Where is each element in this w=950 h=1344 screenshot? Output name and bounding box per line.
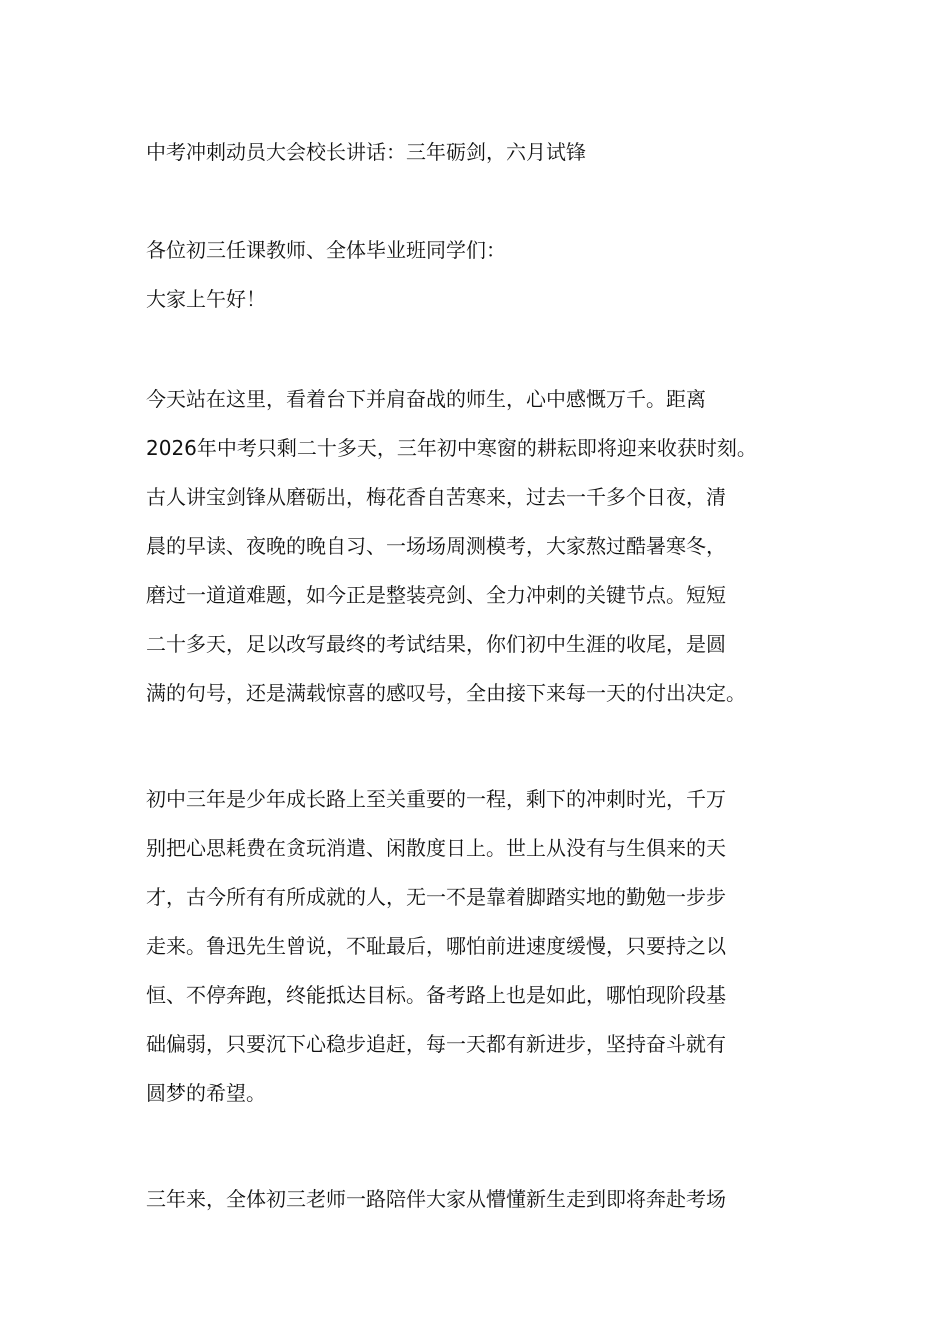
paragraph-line: 2026年中考只剩二十多天，三年初中寒窗的耕耘即将迎来收获时刻。: [146, 436, 757, 460]
paragraph-1: [146, 375, 826, 718]
paragraph-line: 二十多天，足以改写最终的考试结果，你们初中生涯的收尾，是圆: [146, 632, 726, 656]
paragraph-line: 磨过一道道难题，如今正是整装亮剑、全力冲刺的关键节点。短短: [146, 583, 726, 607]
paragraph-line: 满的句号，还是满载惊喜的感叹号，全由接下来每一天的付出决定。: [146, 681, 746, 705]
salutation: 各位初三任课教师、全体毕业班同学们：: [146, 238, 506, 262]
paragraph-line: 别把心思耗费在贪玩消遣、闲散度日上。世上从没有与生俱来的天: [146, 836, 726, 860]
greeting: 大家上午好！: [146, 287, 266, 311]
paragraph-line: 初中三年是少年成长路上至关重要的一程，剩下的冲刺时光，千万: [146, 787, 726, 811]
paragraph-line: 才，古今所有有所成就的人，无一不是靠着脚踏实地的勤勉一步步: [146, 885, 726, 909]
document-title: 中考冲刺动员大会校长讲话：三年砺剑，六月试锋: [146, 140, 586, 164]
paragraph-line: 古人讲宝剑锋从磨砺出，梅花香自苦寒来，过去一千多个日夜，清: [146, 485, 726, 509]
paragraph-line: 晨的早读、夜晚的晚自习、一场场周测模考，大家熬过酷暑寒冬，: [146, 534, 726, 558]
paragraph-line: 走来。鲁迅先生曾说，不耻最后，哪怕前进速度缓慢，只要持之以: [146, 934, 726, 958]
paragraph-2: [146, 775, 826, 1118]
paragraph-line: 圆梦的希望。: [146, 1081, 266, 1105]
paragraph-line: 恒、不停奔跑，终能抵达目标。备考路上也是如此，哪怕现阶段基: [146, 983, 726, 1007]
paragraph-line: 今天站在这里，看着台下并肩奋战的师生，心中感慨万千。距离: [146, 387, 706, 411]
paragraph-3: [146, 1175, 826, 1224]
paragraph-line: 础偏弱，只要沉下心稳步追赶，每一天都有新进步，坚持奋斗就有: [146, 1032, 726, 1056]
paragraph-line: 三年来，全体初三老师一路陪伴大家从懵懂新生走到即将奔赴考场: [146, 1187, 726, 1211]
